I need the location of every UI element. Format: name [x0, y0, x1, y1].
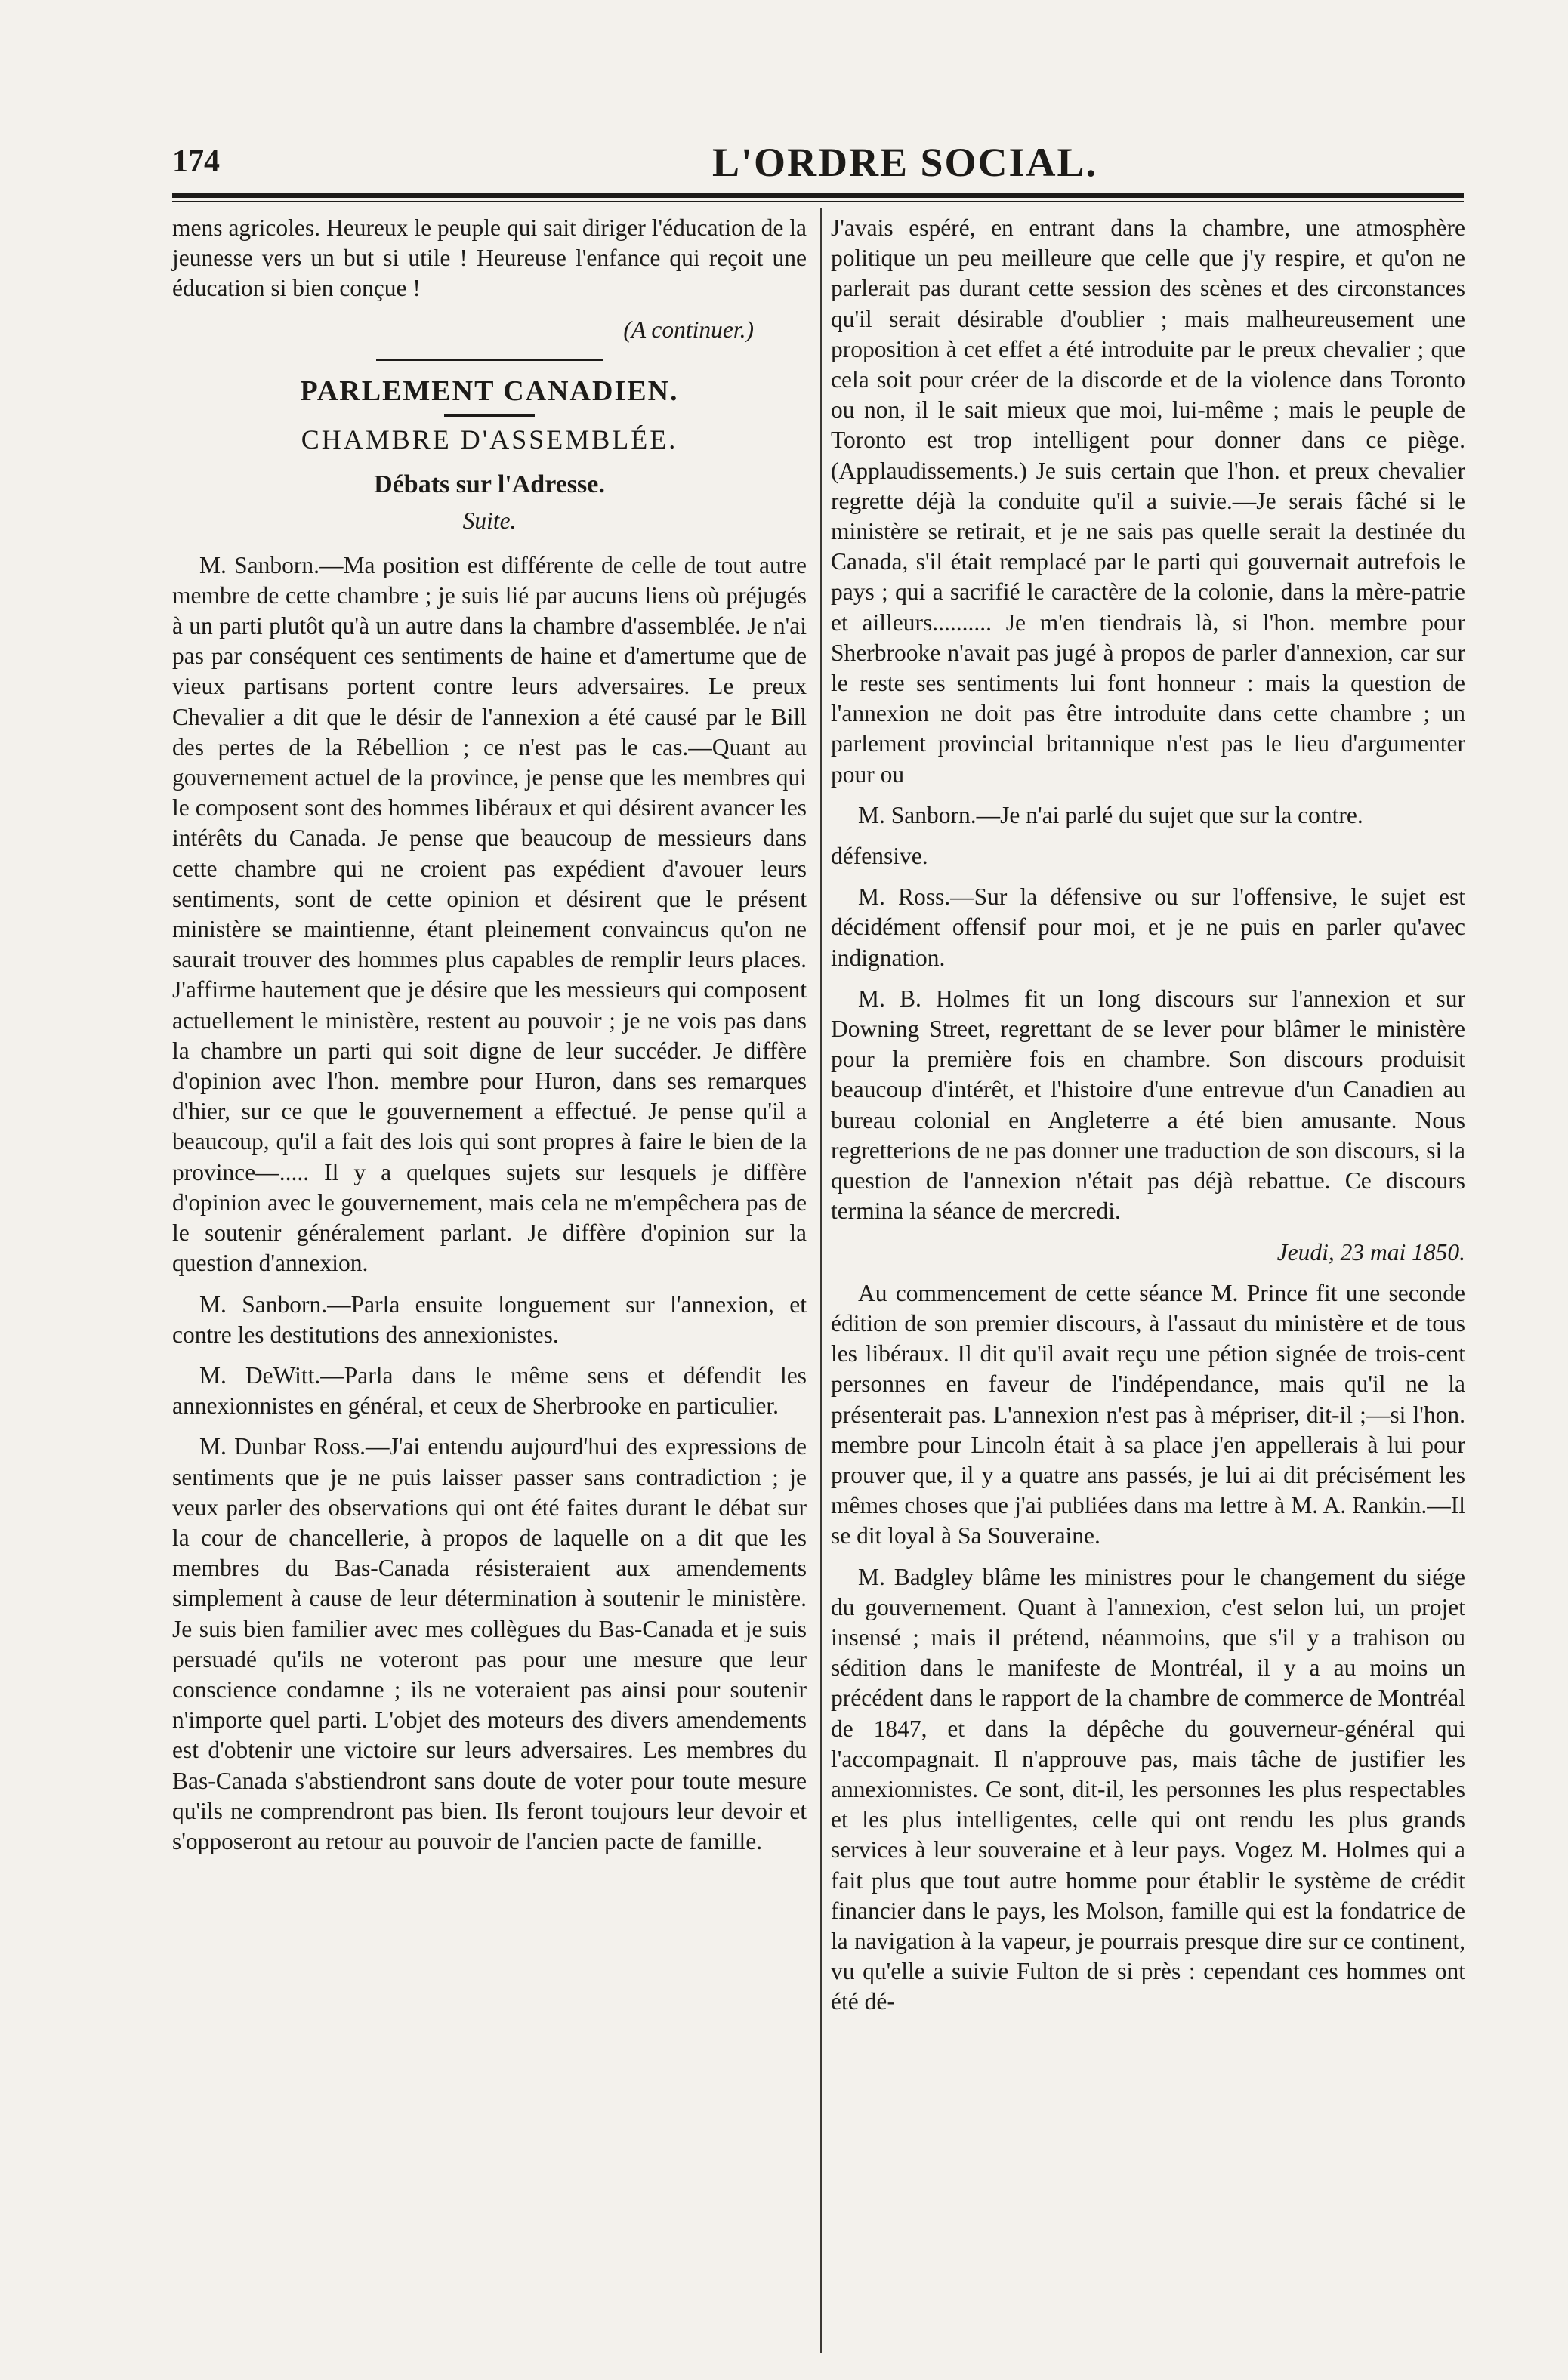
session-dateline: Jeudi, 23 mai 1850. [1276, 1238, 1465, 1266]
article-paragraph: défensive. [831, 843, 928, 870]
intro-paragraph: mens agricoles. Heureux le peuple qui sait diriger l'éducation de la jeunesse vers un but si utile ! Heureuse l'enfance qui reçoit une éducation si bien conçue ! [172, 214, 807, 302]
suite-label: Suite. [462, 507, 517, 535]
debate-title: Débats sur l'Adresse. [374, 470, 605, 499]
article-paragraph: M. Ross.—Sur la défensive ou sur l'offensive, le sujet est décidément offensif pour moi, et je ne puis en parler qu'avec indignation. [831, 883, 1465, 971]
page-header [172, 140, 1464, 189]
continued-note: (A continuer.) [623, 316, 754, 343]
left-column [172, 213, 807, 1867]
section-ornament-rule [444, 414, 535, 417]
article-paragraph: M. Dunbar Ross.—J'ai entendu aujourd'hui des expressions de sentiments que je ne puis laisser passer sans contradiction ; je veux parler des observations qui ont été faites durant le débat sur la cour de chancellerie, à propos de laquelle on a dit que les membres du Bas-Canada résisteraient aux amendements simplement à cause de leur détermination à soutenir le ministère. Je suis bien familier avec mes collègues du Bas-Canada et je suis persuadé qu'ils ne voteront pas pour une mesure que leur conscience condamne ; ils ne voteraient pas ainsi pour soutenir n'importe quel parti. L'objet des moteurs des divers amendements est d'obtenir une victoire sur leurs adversaires. Les membres du Bas-Canada s'abstiendront sans doute de voter pour toute mesure qu'ils ne comprendront pas bien. Ils feront toujours leur devoir et s'opposeront au retour au pouvoir de l'ancien pacte de famille. [172, 1433, 807, 1854]
section-title: PARLEMENT CANADIEN. [300, 375, 679, 407]
header-rule-thick [172, 193, 1464, 198]
subsection-title: CHAMBRE D'ASSEMBLÉE. [301, 424, 678, 455]
page-number: 174 [172, 144, 220, 179]
article-paragraph: M. DeWitt.—Parla dans le même sens et défendit les annexionnistes en général, et ceux de Sherbrooke en particulier. [172, 1361, 807, 1420]
article-paragraph: M. Badgley blâme les ministres pour le changement du siége du gouvernement. Quant à l'annexion, c'est selon lui, un projet insensé ; mais il prétend, néanmoins, que s'il y a trahison ou sédition dans le manifeste de Montréal, il y a au moins un précédent dans le rapport de la chambre de commerce de Montréal de 1847, et dans la dépêche du gouverneur-général qui l'accompagnait. Il n'approuve pas, mais tâche de justifier les annexionnistes. Ce sont, dit-il, les personnes les plus respectables et les plus intelligentes, celle qui ont rendu les plus grands services à leur souveraine et à leur pays. Vogez M. Holmes qui a fait plus que tout autre homme pour établir le système de crédit financier dans le pays, les Molson, famille qui est la fondatrice de la navigation à la vapeur, je pourrais presque dire sur ce continent, vu qu'elle a suivie Fulton de si près : cependant ces hommes ont été dé- [831, 1563, 1465, 2015]
article-paragraph: Au commencement de cette séance M. Prince fit une seconde édition de son premier discours, à l'assaut du ministère et de tous les libéraux. Il dit qu'il avait reçu une pétion signée de trois-cent personnes en faveur de l'indépendance, mais qu'il ne la présenterait pas. L'annexion n'est pas à mépriser, dit-il ;—si l'hon. membre pour Lincoln était à sa place j'en appellerais à lui pour prouver que, il y a quatre ans passés, je lui ai dit précisément les mêmes choses que j'ai publiées dans ma lettre à M. A. Rankin.—Il se dit loyal à Sa Souveraine. [831, 1279, 1465, 1549]
article-paragraph: M. Sanborn.—Je n'ai parlé du sujet que sur la contre. [858, 801, 1363, 828]
article-paragraph: J'avais espéré, en entrant dans la chambre, une atmosphère politique un peu meilleure que celle que j'y respire, et qu'on ne parlerait pas durant cette session des scènes et des circonstances qu'il serait désirable d'oublier ; mais malheureusement une proposition à cet effet a été introduite par le preux chevalier ; que cela soit pour créer de la discorde et de la violence dans Toronto ou non, il le sait mieux que moi, lui-même ; mais le peuple de Toronto est trop intelligent pour donner dans ce piège. (Applaudissements.) Je suis certain que l'hon. et preux chevalier regrette déjà la conduite qu'il a suivie.—Je serais fâché si le ministère se retirait, et je ne sais pas quelle serait la destinée du Canada, s'il était remplacé par le parti qui gouvernait autrefois le pays ; qui a sacrifié le caractère de la colonie, dans la mère-patrie et ailleurs.......... Je m'en tiendrais là, si l'hon. membre pour Sherbrooke n'avait pas jugé à propos de parler d'annexion, car sur le reste ses sentiments lui font honneur : mais la question de l'annexion ne doit pas être introduite dans cette chambre ; un parlement provincial britannique n'est pas le lieu d'argumenter pour ou [831, 214, 1465, 788]
column-divider [820, 208, 822, 2353]
right-column [831, 213, 1465, 2028]
article-paragraph: M. B. Holmes fit un long discours sur l'annexion et sur Downing Street, regrettant de se lever pour blâmer le ministère pour la première fois en chambre. Son discours produisit beaucoup d'intérêt, et l'histoire d'une entrevue d'un Canadien au bureau colonial en Angleterre a été bien amusante. Nous regretterions de ne pas donner une traduction de son discours, si la question de l'annexion n'était pas déjà rebattue. Ce discours termina la séance de mercredi. [831, 985, 1465, 1225]
journal-title: L'ORDRE SOCIAL. [711, 140, 1098, 185]
section-divider [376, 359, 603, 361]
article-paragraph: M. Sanborn.—Ma position est différente de celle de tout autre membre de cette chambre ; je suis lié par aucuns liens où préjugés à un parti plutôt qu'à un autre dans la chambre d'assemblée. Je n'ai pas par conséquent ces sentiments de haine et d'amertume que de vieux partisans portent contre leurs adversaires. Le preux Chevalier a dit que le désir de l'annexion a été causé par le Bill des pertes de la Rébellion ; ce n'est pas le cas.—Quant au gouvernement actuel de la province, je pense que les membres qui le composent sont des hommes libéraux et qui désirent avancer les intérêts du Canada. Je pense que beaucoup de messieurs dans cette chambre qui ne croient pas expédient d'avouer leurs sentiments, sont de cette opinion et désirent que le présent ministère se maintienne, étant pleinement convaincus qu'on ne saurait trouver des hommes plus capables de remplir leurs places. J'affirme hautement que je désire que les messieurs qui composent actuellement le ministère, restent au pouvoir ; je ne vois pas dans la chambre un parti qui soit digne de leur succéder. Je diffère d'opinion avec l'hon. membre pour Huron, dans ses remarques d'hier, sur ce que le gouvernement a effectué. Je pense qu'il a beaucoup, qu'il a fait des lois qui sont propres à faire le bien de la province—..... Il y a quelques sujets sur lesquels je diffère d'opinion avec le gouvernement, mais cela ne m'empêchera pas de le soutenir généralement parlant. Je diffère d'opinion sur la question d'annexion. [172, 551, 807, 1277]
header-rule-thin [172, 201, 1464, 202]
article-paragraph: M. Sanborn.—Parla ensuite longuement sur l'annexion, et contre les destitutions des annexionistes. [172, 1290, 807, 1348]
